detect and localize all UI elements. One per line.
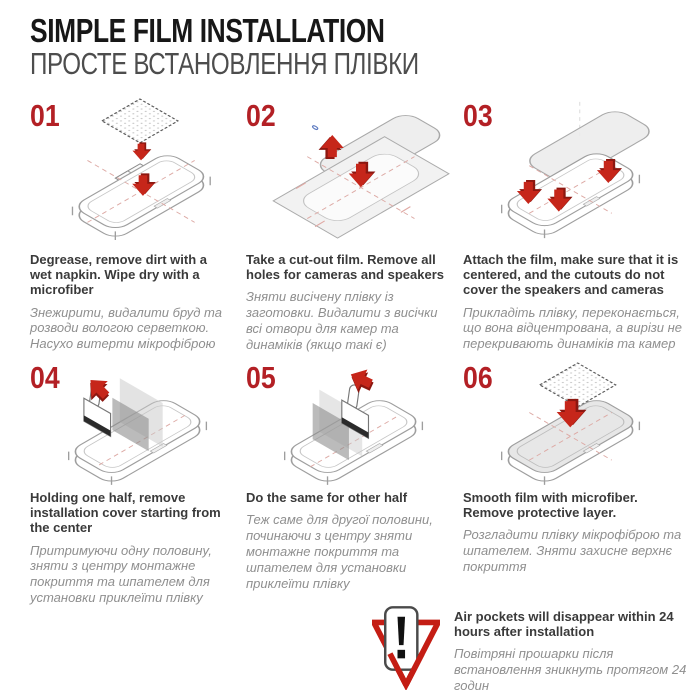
step-text-ua: Зняти висічену плівку із заготовки. Видалити з висічки всі отвори для камер та динаміків (якщо такі є) [246,289,438,352]
step-number: 03 [463,98,493,133]
warning-text-ua: Повітряні прошарки після встановлення зникнуть протягом 24 годин [454,646,687,694]
page-subtitle: ПРОСТЕ ВСТАНОВЛЕННЯ ПЛІВКИ [30,46,419,82]
page-title: SIMPLE FILM INSTALLATION [30,12,385,49]
step-number: 01 [30,98,60,133]
step-number: 06 [463,360,493,395]
step-03-illustration-icon [475,98,675,241]
air-pockets-warning [372,604,694,694]
step-text-ua: Прикладіть плівку, переконається, що вона відцентрована, а вирізи не перекривають динаміків та камер [463,304,683,352]
page-header [30,14,528,81]
warning-phone-exclamation-icon [372,604,440,690]
step-04-illustration-icon [42,360,242,486]
step-text-ua: Знежирити, видалити бруд та розводи вологою серветкою. Насухо витерти мікрофіброю [30,304,222,352]
step-01-illustration-icon [42,98,242,241]
step-text-ua: Розгладити плівку мікрофіброю та шпателем. Зняти захисне верхнє покриття [463,527,682,575]
step-text-en: Degrease, remove dirt with a wet napkin. Wipe dry with a microfiber [30,252,208,298]
step-text-ua: Теж саме для другої половини, починаючи з центру зняти монтажне покриття та шпателем для установки приклеїти плівку [246,512,433,591]
step-02-illustration-icon [258,98,458,241]
step-text-ua: Притримуючи одну половину, зняти з центру монтажне покриття та шпателем для установки приклеїти плівку [30,542,212,606]
step-06-illustration-icon [475,360,675,486]
step-number: 05 [246,360,276,395]
step-text-en: Smooth film with microfiber. Remove protective layer. [463,490,638,521]
warning-text-en: Air pockets will disappear within 24 hours after installation [454,609,674,640]
step-number: 02 [246,98,276,133]
step-text-en: Take a cut-out film. Remove all holes for cameras and speakers [246,252,444,283]
step-number: 04 [30,360,60,395]
step-text-en: Holding one half, remove installation cover starting from the center [30,490,221,536]
step-05-illustration-icon [258,360,458,486]
step-text-en: Attach the film, make sure that it is centered, and the cutouts do not cover the speakers and cameras [463,252,679,298]
step-text-en: Do the same for other half [246,490,408,505]
